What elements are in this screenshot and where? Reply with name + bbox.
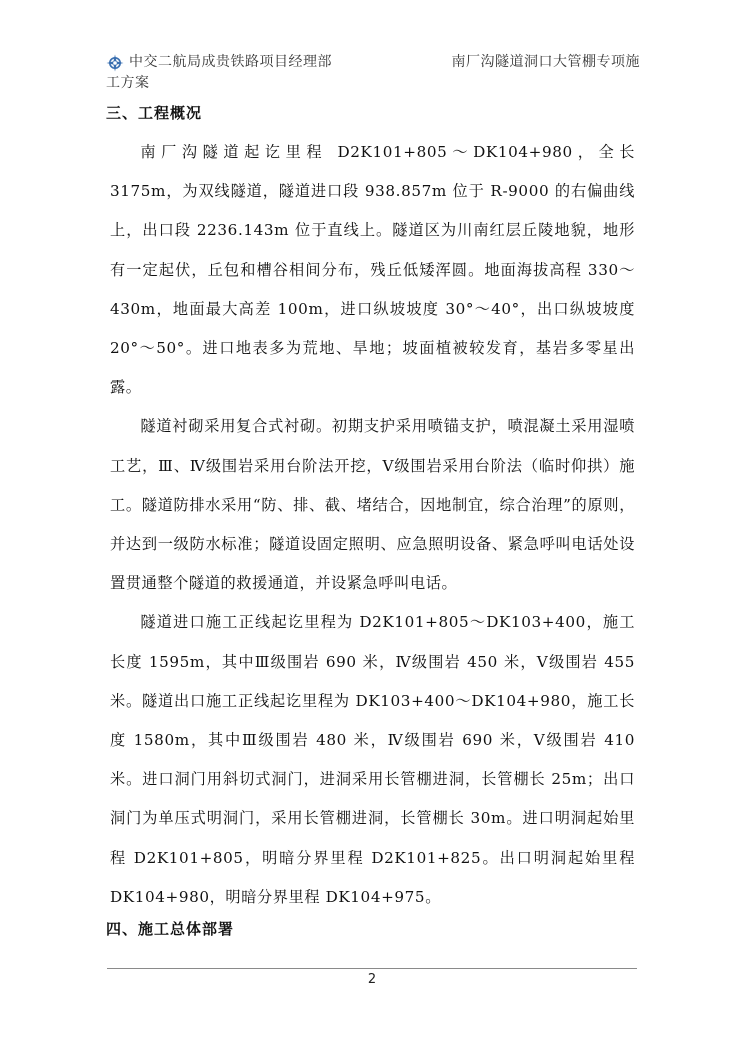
section-body-project-overview bbox=[110, 133, 635, 917]
footer-divider bbox=[107, 968, 637, 969]
header-organization: 中交二航局成贵铁路项目经理部 bbox=[129, 54, 332, 70]
header-row bbox=[106, 52, 640, 73]
header-document-title: 南厂沟隧道洞口大管棚专项施 bbox=[451, 54, 640, 70]
compass-star-logo-icon bbox=[106, 54, 124, 72]
header-document-title-continued: 工方案 bbox=[106, 75, 150, 91]
section-heading-overall-deployment: 四、施工总体部署 bbox=[106, 920, 235, 938]
section-heading-project-overview: 三、工程概况 bbox=[106, 104, 203, 122]
header-left bbox=[106, 52, 332, 73]
page-number: 2 bbox=[367, 972, 377, 987]
page-header bbox=[106, 52, 640, 94]
paragraph-construction-segments: 隧道进口施工正线起讫里程为 D2K101+805～DK103+400，施工长度 1595m，其中Ⅲ级围岩 690 米，Ⅳ级围岩 450 米，Ⅴ级围岩 455 米。隧道出口施工正线起讫里程为 DK103+400～DK104+980，施工长度 1580m，其中Ⅲ级围岩 480 米，Ⅳ级围岩 690 米，Ⅴ级围岩 410 米。进口洞门用斜切式洞门，进洞采用长管棚进洞，长管棚长 25m；出口洞门为单压式明洞门，采用长管棚进洞，长管棚长 30m。进口明洞起始里程 D2K101+805，明暗分界里程 D2K101+825。出口明洞起始里程 DK104+980，明暗分界里程 DK104+975。 bbox=[110, 613, 635, 906]
paragraph-lining-support: 隧道衬砌采用复合式衬砌。初期支护采用喷锚支护，喷混凝土采用湿喷工艺，Ⅲ、Ⅳ级围岩采用台阶法开挖，Ⅴ级围岩采用台阶法（临时仰拱）施工。隧道防排水采用“防、排、截、堵结合，因地制宜，综合治理”的原则，并达到一级防水标准；隧道设固定照明、应急照明设备、紧急呼叫电话处设置贯通整个隧道的救援通道，并设紧急呼叫电话。 bbox=[110, 417, 635, 593]
paragraph-tunnel-location: 南厂沟隧道起讫里程 D2K101+805～DK104+980，全长 3175m，为双线隧道，隧道进口段 938.857m 位于 R-9000 的右偏曲线上，出口段 2236.143m 位于直线上。隧道区为川南红层丘陵地貌，地形有一定起伏，丘包和槽谷相间分布，残丘低矮浑圆。地面海拔高程 330～430m，地面最大高差 100m，进口纵坡坡度 30°～40°，出口纵坡坡度 20°～50°。进口地表多为荒地、旱地；坡面植被较发育，基岩多零星出露。 bbox=[110, 143, 635, 397]
